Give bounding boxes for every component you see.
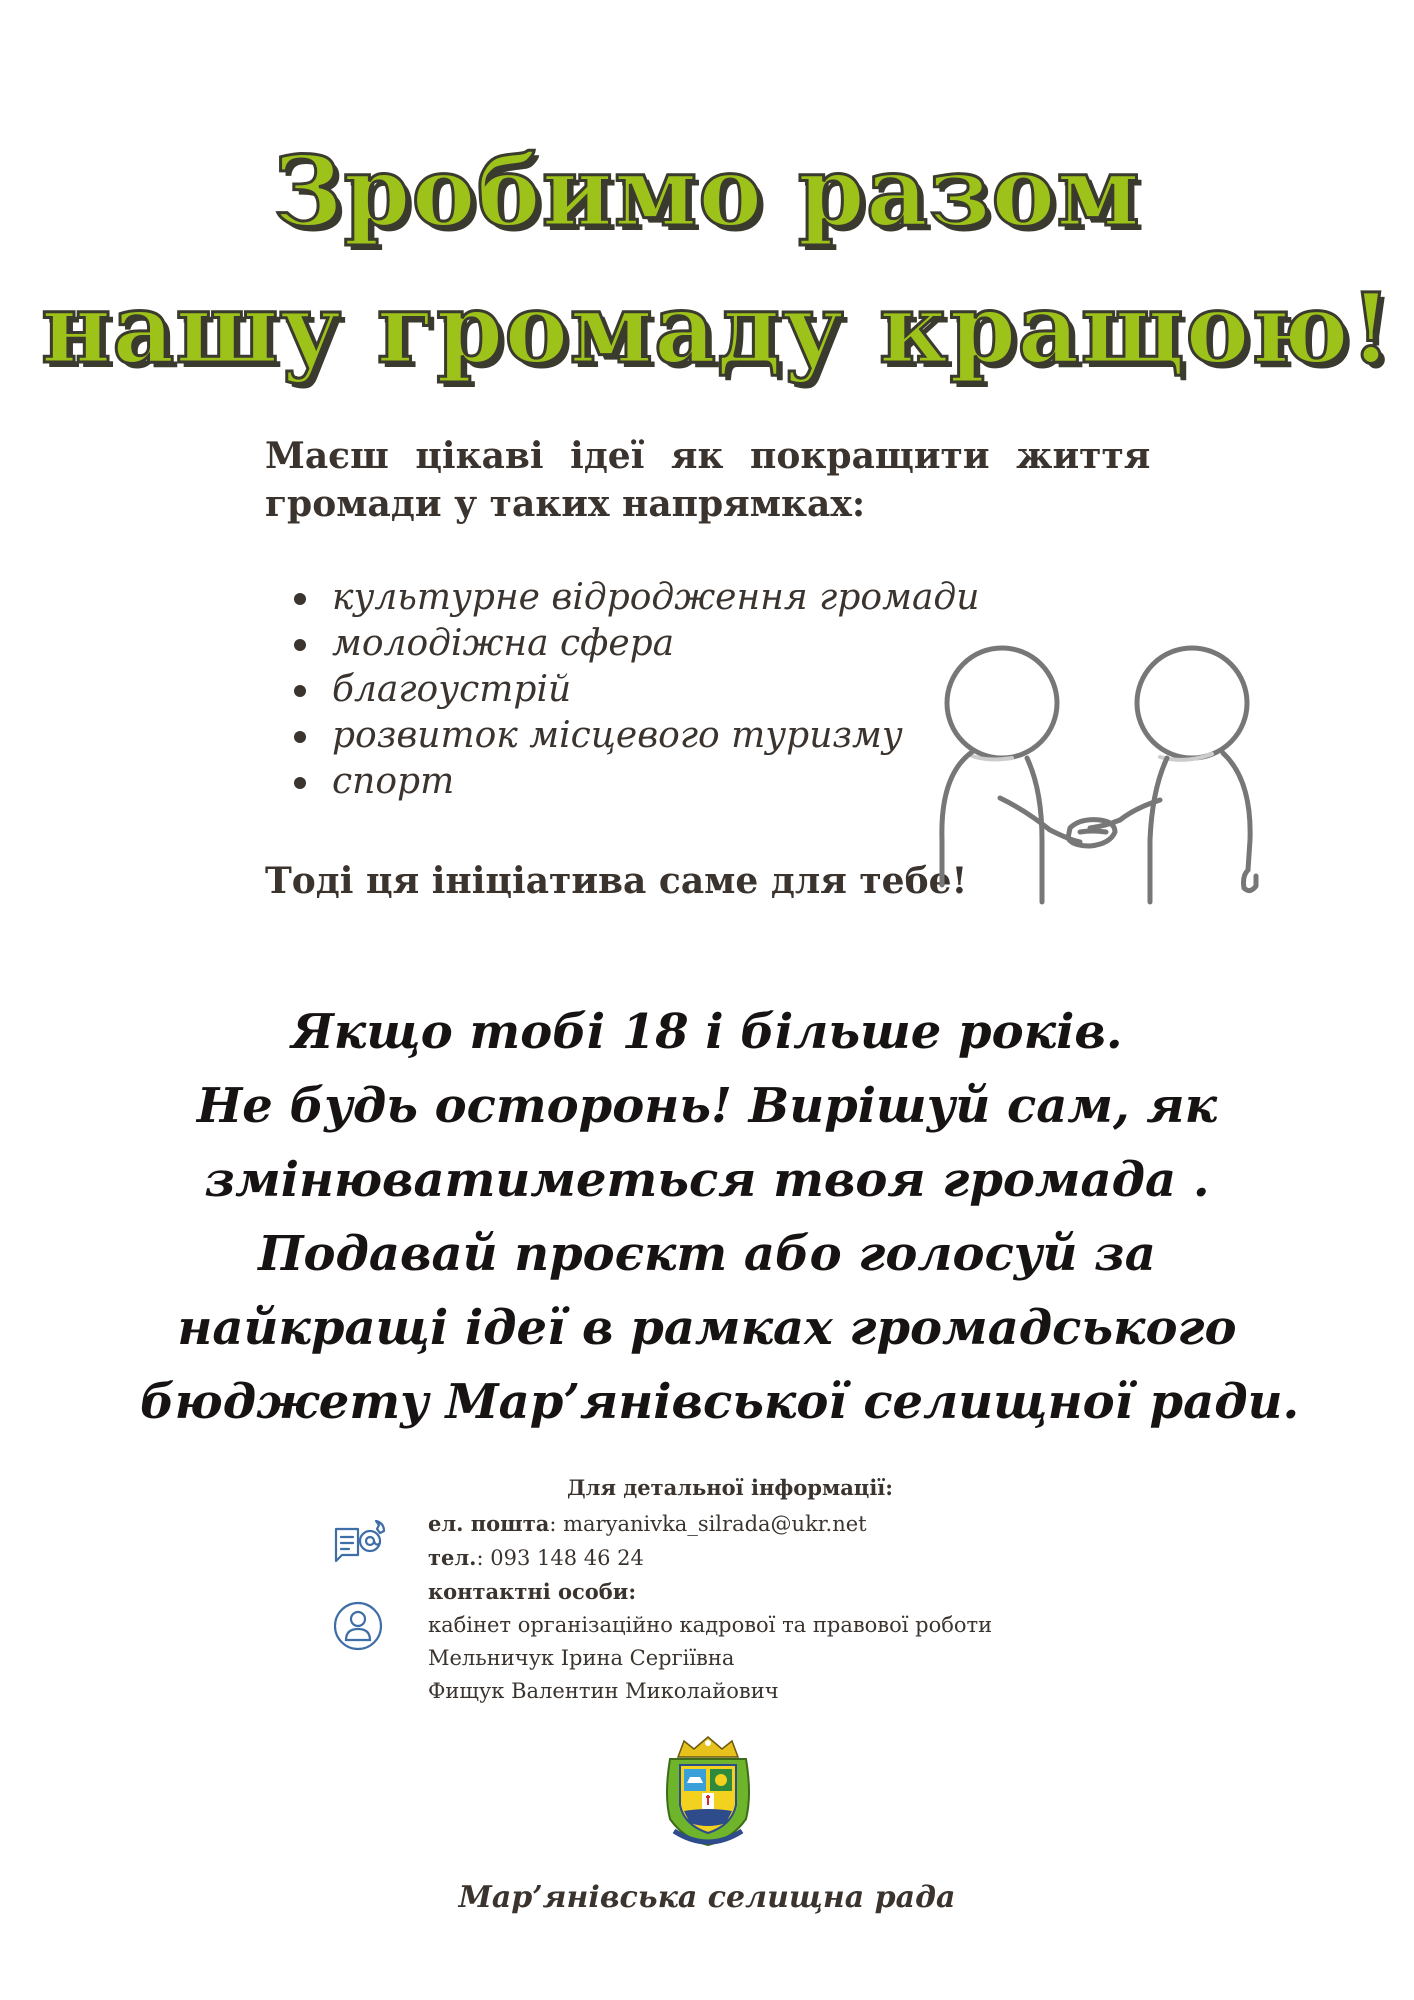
list-item: [290, 713, 979, 759]
main-message: [140, 995, 1300, 1439]
list-item: [290, 759, 979, 805]
main-message-line: бюджету Мар’янівської селищної ради.: [140, 1374, 1300, 1430]
footer-council-name: Мар’янівська селищна рада: [458, 1880, 956, 1915]
topic-label: молодіжна сфера: [332, 623, 675, 664]
email-phone-icon: [332, 1517, 388, 1567]
main-message-line: Подавай проєкт або голосуй за: [258, 1226, 1156, 1282]
topic-label: культурне відродження громади: [332, 577, 980, 618]
headline-line-1: Зробимо разом: [273, 135, 1141, 248]
bullet-icon: [294, 593, 306, 605]
email-label: ел. пошта: [428, 1511, 550, 1536]
bullet-icon: [294, 685, 306, 697]
main-message-line: Якщо тобі 18 і більше років.: [291, 1004, 1123, 1060]
phone-row: [428, 1541, 992, 1575]
headline-line-2: нашу громаду кращою!: [40, 272, 1394, 385]
main-message-line: Не будь осторонь! Вирішуй сам, як: [196, 1078, 1218, 1134]
bullet-icon: [294, 731, 306, 743]
handshake-illustration: [930, 640, 1260, 910]
contact-person: Фищук Валентин Миколайович: [428, 1679, 779, 1703]
topic-label: благоустрій: [332, 669, 572, 710]
list-item: [290, 667, 979, 713]
topic-label: спорт: [332, 761, 455, 802]
bullet-icon: [294, 777, 306, 789]
list-item: [290, 575, 979, 621]
phone-label: тел.: [428, 1545, 477, 1570]
main-message-line: змінюватиметься твоя громада .: [204, 1152, 1210, 1208]
person-icon: [332, 1600, 384, 1652]
intro-text: [265, 432, 1155, 528]
contact-heading: Для детальної інформації:: [566, 1475, 894, 1500]
intro-line-1: Маєш цікаві ідеї як покращити життя: [265, 435, 1151, 477]
email-row: [428, 1507, 992, 1541]
list-item: [290, 621, 979, 667]
main-message-line: найкращі ідеї в рамках громадського: [177, 1300, 1237, 1356]
tagline: Тоді ця ініціатива саме для тебе!: [265, 860, 968, 902]
phone-value: : 093 148 46 24: [476, 1546, 644, 1570]
contact-person: Мельничук Ірина Сергіївна: [428, 1646, 735, 1670]
persons-label: контактні особи:: [428, 1579, 637, 1604]
email-value: : maryanivka_silrada@ukr.net: [549, 1512, 867, 1536]
topics-list: [290, 575, 979, 805]
intro-line-2: громади у таких напрямках:: [265, 483, 866, 525]
bullet-icon: [294, 639, 306, 651]
contact-person: кабінет організаційно кадрової та правової роботи: [428, 1613, 993, 1637]
topic-label: розвиток місцевого туризму: [332, 715, 903, 756]
council-crest-logo: [660, 1735, 756, 1853]
contact-details: [428, 1507, 992, 1708]
